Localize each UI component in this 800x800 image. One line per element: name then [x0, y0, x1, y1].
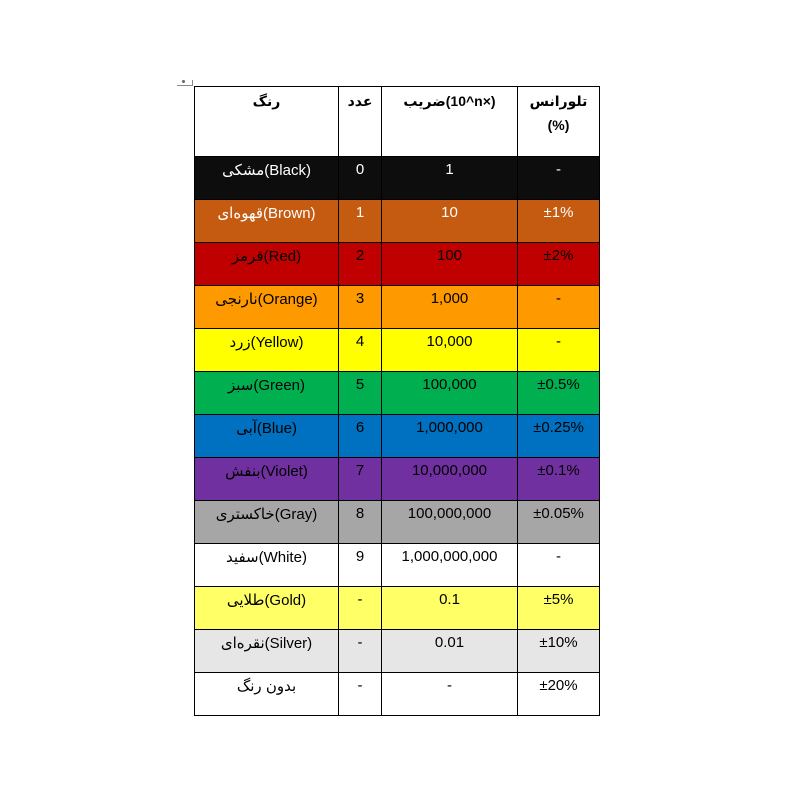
number-cell: 2 [339, 243, 382, 286]
number-cell: 1 [339, 200, 382, 243]
tolerance-cell: ±0.05% [518, 501, 600, 544]
multiplier-cell: 10,000 [382, 329, 518, 372]
number-cell: - [339, 587, 382, 630]
tolerance-cell: ±5% [518, 587, 600, 630]
number-cell: 7 [339, 458, 382, 501]
color-name-cell: بنفش(Violet) [195, 458, 339, 501]
number-cell: 6 [339, 415, 382, 458]
header-tolerance [518, 87, 600, 157]
tolerance-cell: ±20% [518, 673, 600, 716]
number-cell: 8 [339, 501, 382, 544]
color-name-cell: بدون رنگ [195, 673, 339, 716]
tolerance-cell: ±0.1% [518, 458, 600, 501]
multiplier-cell: 10 [382, 200, 518, 243]
tolerance-cell: ±0.5% [518, 372, 600, 415]
multiplier-cell: 100 [382, 243, 518, 286]
multiplier-cell: 1 [382, 157, 518, 200]
table-row [195, 243, 600, 286]
color-name-cell: نقره‌ای(Silver) [195, 630, 339, 673]
header-color: رنگ [195, 87, 339, 157]
number-cell: 0 [339, 157, 382, 200]
cell-anchor-mark [177, 80, 193, 86]
number-cell: 9 [339, 544, 382, 587]
multiplier-cell: 100,000,000 [382, 501, 518, 544]
header-tolerance-line2: (%) [547, 117, 570, 133]
multiplier-cell: - [382, 673, 518, 716]
tolerance-cell: - [518, 286, 600, 329]
color-name-cell: طلایی(Gold) [195, 587, 339, 630]
multiplier-cell: 1,000,000,000 [382, 544, 518, 587]
number-cell: - [339, 673, 382, 716]
table-row [195, 630, 600, 673]
number-cell: 3 [339, 286, 382, 329]
multiplier-cell: 100,000 [382, 372, 518, 415]
multiplier-cell: 0.1 [382, 587, 518, 630]
resistor-color-code-table [194, 86, 600, 716]
color-name-cell: مشکی(Black) [195, 157, 339, 200]
tolerance-cell: - [518, 157, 600, 200]
table-row [195, 458, 600, 501]
table-row [195, 544, 600, 587]
tolerance-cell: ±1% [518, 200, 600, 243]
table-row [195, 673, 600, 716]
table-row [195, 157, 600, 200]
tolerance-cell: - [518, 544, 600, 587]
tolerance-cell: ±0.25% [518, 415, 600, 458]
header-multiplier: ضریب(10^n×) [382, 87, 518, 157]
anchor-vline [192, 80, 193, 86]
multiplier-cell: 1,000 [382, 286, 518, 329]
table-row [195, 200, 600, 243]
table-row [195, 501, 600, 544]
table-header-row [195, 87, 600, 157]
tolerance-cell: - [518, 329, 600, 372]
color-name-cell: قهوه‌ای(Brown) [195, 200, 339, 243]
color-name-cell: سفید(White) [195, 544, 339, 587]
color-name-cell: زرد(Yellow) [195, 329, 339, 372]
table-row [195, 415, 600, 458]
header-tolerance-line1: تلورانس [529, 93, 588, 109]
anchor-dot [182, 80, 185, 83]
color-name-cell: قرمز(Red) [195, 243, 339, 286]
table-row [195, 587, 600, 630]
number-cell: 4 [339, 329, 382, 372]
table-row [195, 372, 600, 415]
table-row [195, 329, 600, 372]
anchor-hline [177, 85, 193, 86]
tolerance-cell: ±2% [518, 243, 600, 286]
color-name-cell: آبی(Blue) [195, 415, 339, 458]
color-name-cell: سبز(Green) [195, 372, 339, 415]
tolerance-cell: ±10% [518, 630, 600, 673]
multiplier-cell: 10,000,000 [382, 458, 518, 501]
multiplier-cell: 0.01 [382, 630, 518, 673]
header-number: عدد [339, 87, 382, 157]
color-name-cell: خاکستری(Gray) [195, 501, 339, 544]
multiplier-cell: 1,000,000 [382, 415, 518, 458]
color-name-cell: نارنجی(Orange) [195, 286, 339, 329]
number-cell: - [339, 630, 382, 673]
table-row [195, 286, 600, 329]
number-cell: 5 [339, 372, 382, 415]
